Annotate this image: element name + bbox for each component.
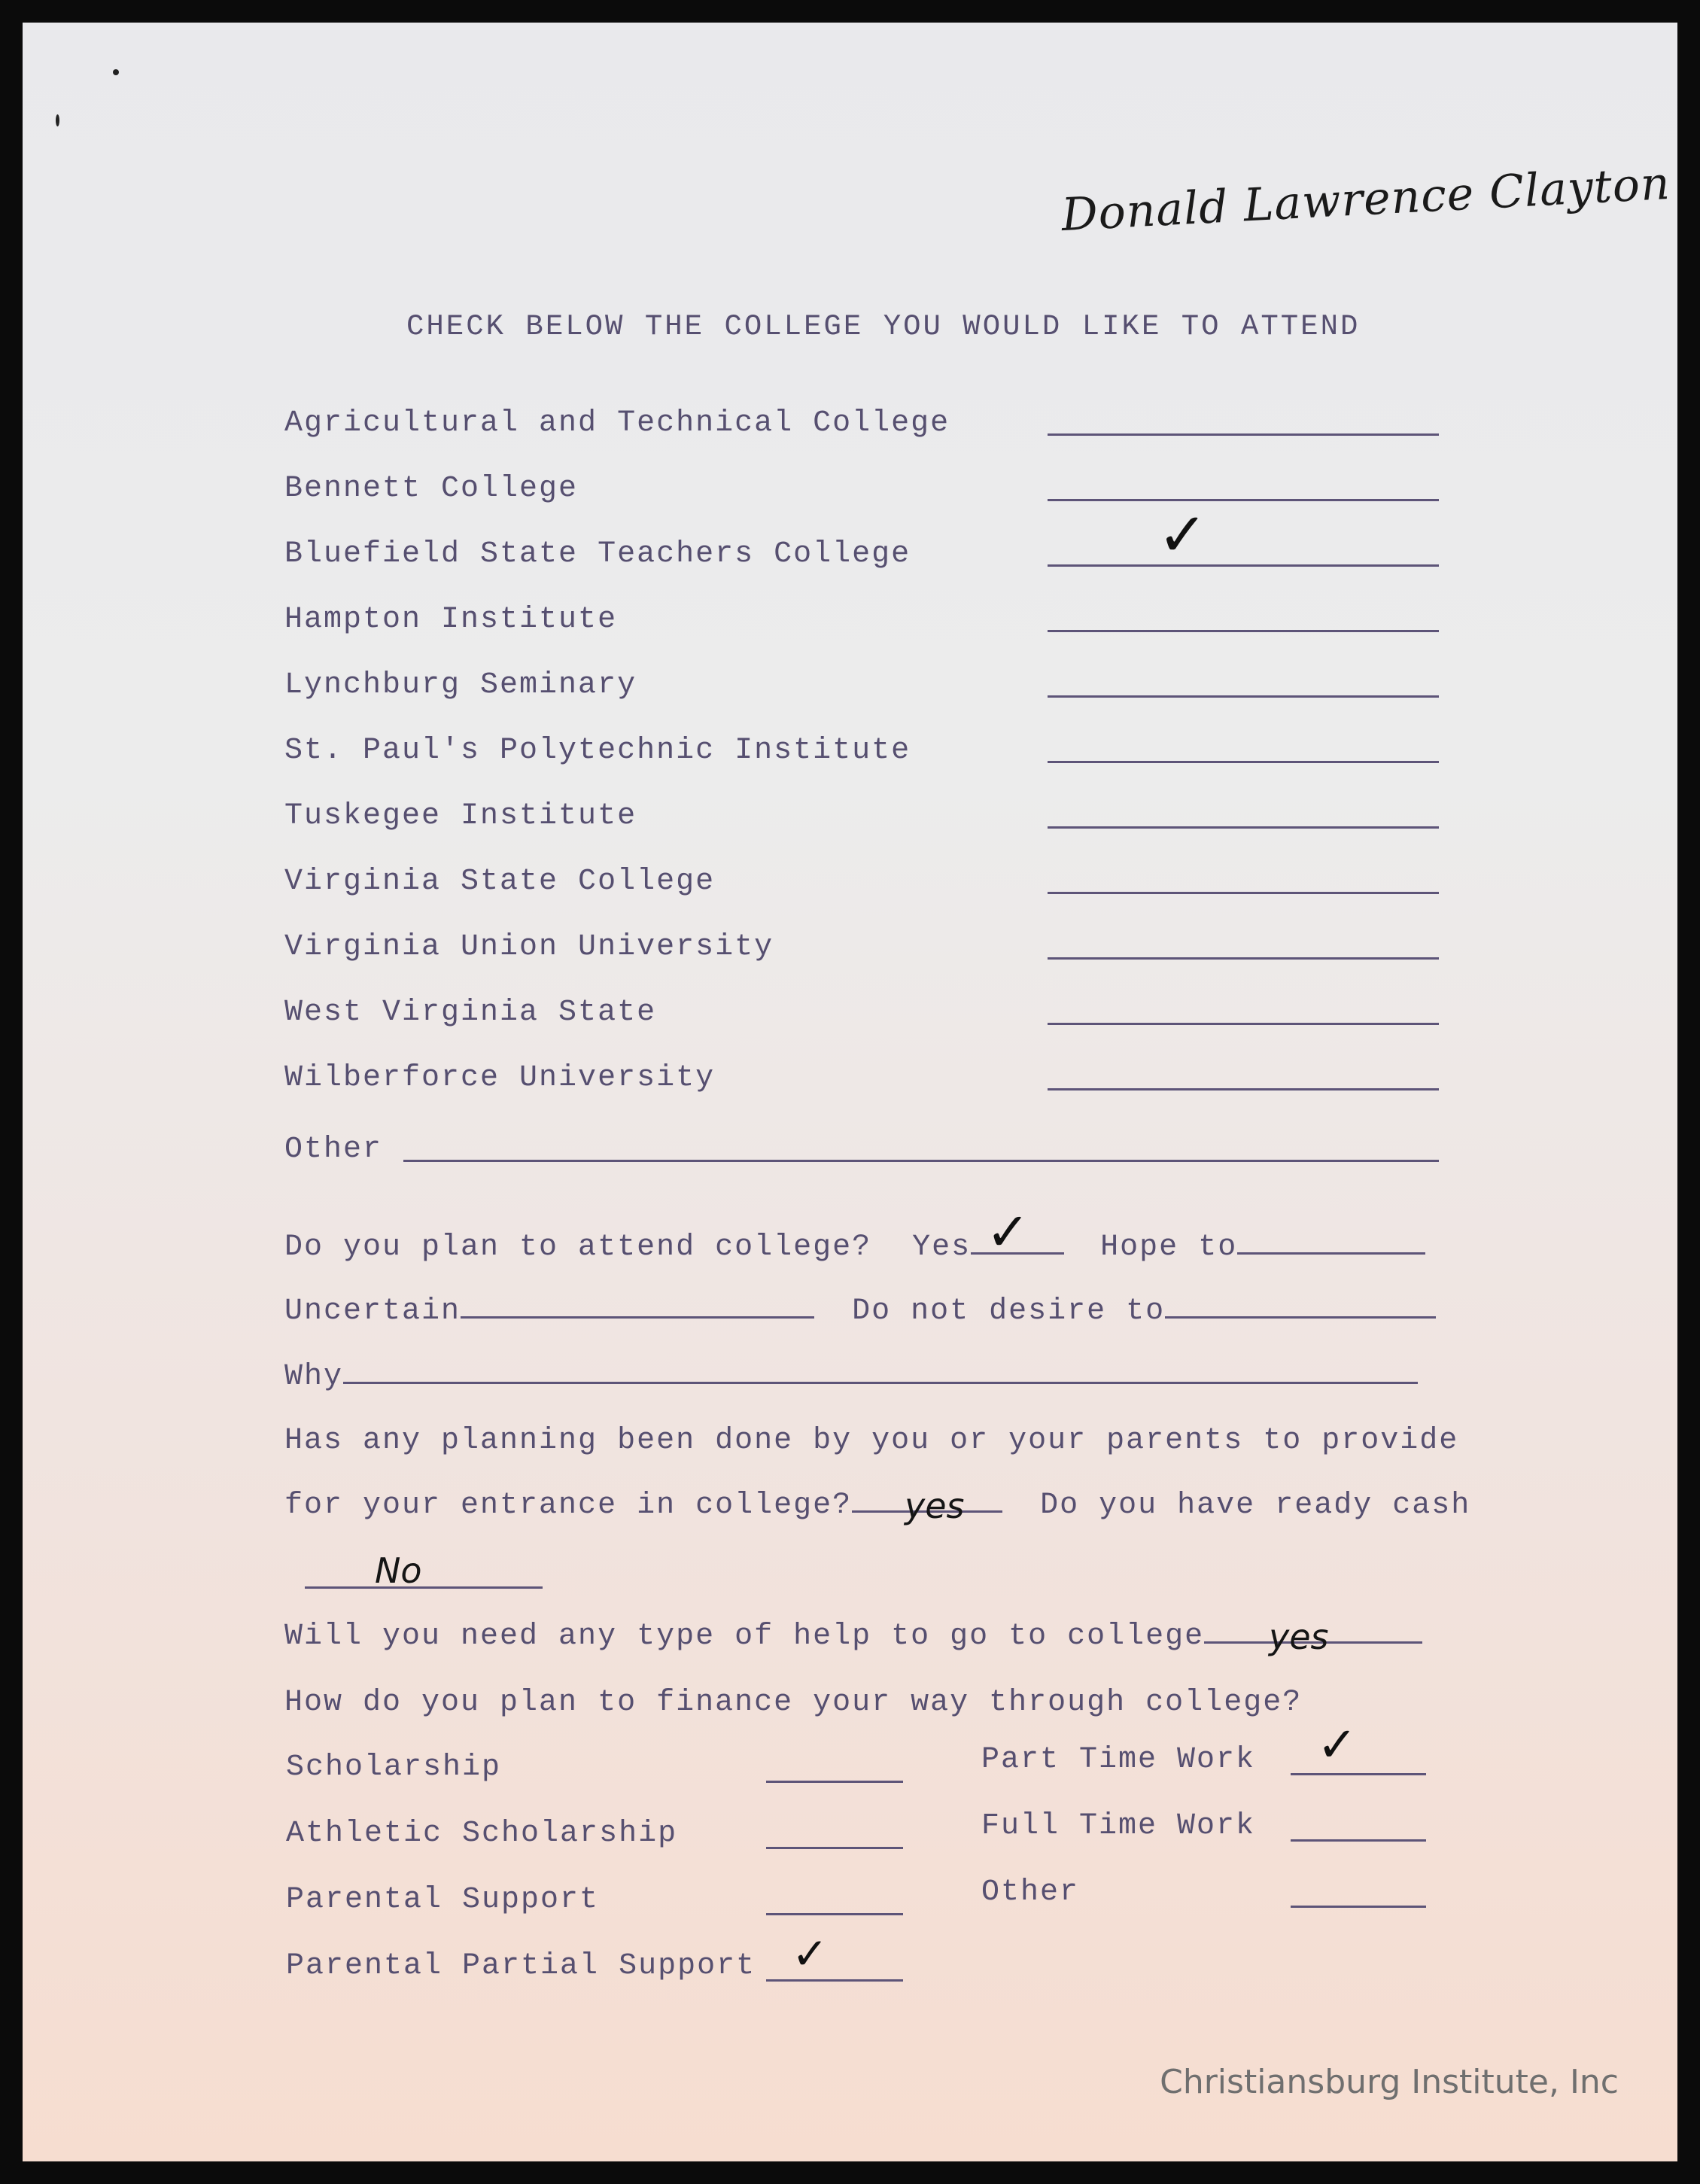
college-row[interactable] xyxy=(284,603,1458,640)
college-name: Virginia Union University xyxy=(284,930,774,964)
college-row[interactable] xyxy=(284,799,1458,837)
ready-cash-answer: No xyxy=(375,1550,422,1591)
finance-option-label: Other xyxy=(981,1875,1080,1909)
finance-option-line[interactable] xyxy=(766,1847,903,1849)
college-row[interactable] xyxy=(284,500,1458,575)
plan-attend-question xyxy=(284,1230,1425,1264)
check-line[interactable] xyxy=(1048,957,1439,960)
check-line[interactable] xyxy=(1048,892,1439,894)
finance-option-label: Part Time Work xyxy=(981,1743,1256,1777)
college-row[interactable] xyxy=(284,472,1458,509)
yes-label: Yes xyxy=(912,1230,972,1264)
finance-option-line[interactable] xyxy=(766,1781,903,1783)
check-mark-icon: ✓ xyxy=(1157,500,1209,570)
college-name: Agricultural and Technical College xyxy=(284,406,950,440)
finance-option-label: Athletic Scholarship xyxy=(286,1817,678,1851)
college-name: St. Paul's Polytechnic Institute xyxy=(284,734,911,768)
need-help-question xyxy=(284,1620,1422,1653)
college-row[interactable] xyxy=(284,734,1458,771)
why-question xyxy=(284,1360,1418,1394)
college-row[interactable] xyxy=(284,996,1458,1033)
need-help-label: Will you need any type of help to go to college xyxy=(284,1620,1205,1653)
college-name: West Virginia State xyxy=(284,996,657,1030)
check-line[interactable] xyxy=(1048,564,1439,567)
finance-option-label: Parental Partial Support xyxy=(286,1949,756,1983)
hope-to-label: Hope to xyxy=(1100,1230,1238,1264)
uncertain-label: Uncertain xyxy=(284,1294,461,1328)
finance-option-label: Full Time Work xyxy=(981,1809,1256,1843)
check-mark-icon: ✓ xyxy=(792,1928,829,1979)
finance-option-label: Scholarship xyxy=(286,1751,502,1784)
check-line[interactable] xyxy=(1048,761,1439,763)
paper-speck xyxy=(113,69,119,75)
hope-to-line[interactable] xyxy=(1237,1252,1425,1255)
check-line[interactable] xyxy=(1048,499,1439,501)
need-help-answer: yes xyxy=(1269,1617,1329,1657)
finance-question: How do you plan to finance your way through college? xyxy=(284,1686,1303,1720)
other-college-row[interactable] xyxy=(284,1133,1458,1170)
check-line[interactable] xyxy=(1048,826,1439,829)
other-label: Other xyxy=(284,1133,383,1167)
check-line[interactable] xyxy=(1048,695,1439,698)
document-page xyxy=(23,23,1677,2161)
planning-label: for your entrance in college? xyxy=(284,1489,853,1522)
check-line[interactable] xyxy=(1048,433,1439,436)
watermark: Christiansburg Institute, Inc xyxy=(1160,2063,1619,2101)
form-title: CHECK BELOW THE COLLEGE YOU WOULD LIKE TO ATTEND xyxy=(406,310,1361,343)
college-name: Wilberforce University xyxy=(284,1061,716,1095)
college-row[interactable] xyxy=(284,406,1458,444)
college-row[interactable] xyxy=(284,930,1458,968)
planning-question-line-2 xyxy=(284,1489,1470,1522)
check-line[interactable] xyxy=(1048,1023,1439,1025)
college-name: Bluefield State Teachers College xyxy=(284,537,911,571)
check-line[interactable] xyxy=(1048,1088,1439,1090)
check-line[interactable] xyxy=(1048,630,1439,632)
ready-cash-label: Do you have ready cash xyxy=(1040,1489,1471,1522)
planning-answer: yes xyxy=(905,1486,965,1526)
finance-option-line[interactable] xyxy=(1291,1906,1426,1908)
college-name: Virginia State College xyxy=(284,865,716,899)
check-mark-icon: ✓ xyxy=(1317,1717,1358,1773)
do-not-desire-label: Do not desire to xyxy=(852,1294,1166,1328)
plan-attend-label: Do you plan to attend college? xyxy=(284,1230,872,1264)
uncertain-question xyxy=(284,1294,1436,1328)
college-name: Lynchburg Seminary xyxy=(284,668,637,702)
college-row[interactable] xyxy=(284,668,1458,706)
check-mark-icon: ✓ xyxy=(986,1201,1030,1263)
finance-option-line[interactable] xyxy=(766,1913,903,1915)
finance-option-line[interactable] xyxy=(1291,1839,1426,1842)
do-not-desire-line[interactable] xyxy=(1165,1316,1436,1319)
college-name: Bennett College xyxy=(284,472,579,506)
college-name: Hampton Institute xyxy=(284,603,618,637)
uncertain-line[interactable] xyxy=(461,1316,814,1319)
paper-speck xyxy=(56,114,59,126)
finance-option-line[interactable] xyxy=(1291,1773,1426,1775)
planning-question-line-1: Has any planning been done by you or your parents to provide xyxy=(284,1424,1459,1458)
college-name: Tuskegee Institute xyxy=(284,799,637,833)
other-college-line[interactable] xyxy=(403,1160,1439,1162)
college-row[interactable] xyxy=(284,865,1458,902)
finance-option-line[interactable] xyxy=(766,1979,903,1982)
handwritten-signature: Donald Lawrence Clayton xyxy=(1060,157,1672,242)
ready-cash-line[interactable] xyxy=(305,1586,543,1589)
why-label: Why xyxy=(284,1360,344,1394)
college-row[interactable] xyxy=(284,1061,1458,1099)
why-line[interactable] xyxy=(343,1382,1418,1384)
finance-option-label: Parental Support xyxy=(286,1883,600,1917)
